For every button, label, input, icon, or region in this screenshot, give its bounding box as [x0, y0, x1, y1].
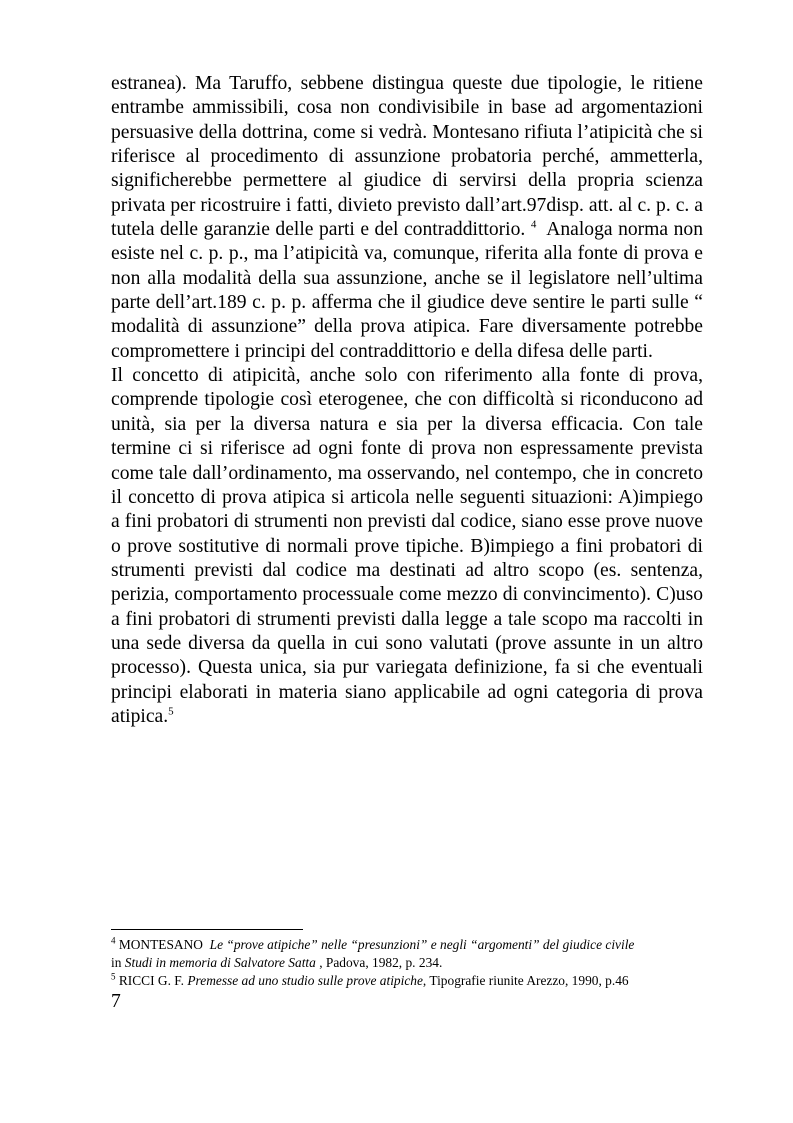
footnote-4-title: Le “prove atipiche” nelle “presunzioni” e negli “argomenti” del giudice civile — [209, 937, 635, 952]
footnote-5 — [111, 972, 711, 990]
footnote-4-in-label: in — [111, 954, 122, 970]
page-number: 7 — [111, 991, 121, 1012]
paragraph-1 — [111, 72, 703, 364]
footnote-5-title: Premesse ad uno studio sulle prove atipiche — [187, 972, 423, 988]
paragraph-1-text-a: estranea). Ma Taruffo, sebbene distingua queste due tipologie, le ritiene entrambe ammissibili, cosa non condivisibile in base ad argomentazioni persuasive della dottrina, come si vedrà. Montesano rifiuta l’atipicità che si riferisce al procedimento di assunzione probatoria perché, ammetterla, significherebbe permettere al giudice di servirsi della propria scienza privata per ricostruire i fatti, divieto previsto dall’art.97disp. att. al c. p. c. a tutela delle garanzie delle parti e del contraddittorio. — [111, 73, 703, 241]
footnote-4-number: 4 — [111, 935, 116, 946]
footnotes — [111, 936, 711, 989]
footnote-5-details: , Tipografie riunite Arezzo, 1990, p.46 — [422, 972, 629, 988]
footnote-ref-4[interactable]: 4 — [530, 218, 537, 231]
paragraph-2 — [111, 364, 703, 729]
footnote-5-number: 5 — [111, 971, 116, 982]
footnote-separator — [111, 929, 303, 930]
body-text — [111, 72, 703, 729]
footnote-4-source: Studi in memoria di Salvatore Satta — [124, 954, 316, 970]
footnote-4 — [111, 936, 711, 954]
footnote-4-continuation — [111, 954, 711, 972]
footnote-5-author: RICCI G. F. — [118, 972, 185, 988]
footnote-ref-5[interactable]: 5 — [168, 705, 174, 718]
paragraph-1-text-b: Analoga norma non esiste nel c. p. p., ma l’atipicità va, comunque, riferita alla fonte di prova e non alla modalità della sua assunzione, anche se il legislatore nell’ultima parte dell’art.189 c. p. p. afferma che il giudice deve sentire le parti sulle “ modalità di assunzione” della prova atipica. Fare diversamente potrebbe compromettere i principi del contraddittorio e della difesa delle parti. — [111, 219, 703, 362]
footnote-4-author: MONTESANO — [118, 937, 203, 952]
paragraph-2-text: Il concetto di atipicità, anche solo con riferimento alla fonte di prova, comprende tipologie così eterogenee, che con difficoltà si riconducono ad unità, sia per la diversa natura e sia per la diversa efficacia. Con tale termine ci si riferisce ad ogni fonte di prova non espressamente prevista come tale dall’ordinamento, ma osservando, nel contempo, che in concreto il concetto di prova atipica si articola nelle seguenti situazioni: A)impiego a fini probatori di strumenti non previsti dal codice, siano esse prove nuove o prove sostitutive di normali prove tipiche. B)impiego a fini probatori di strumenti previsti dal codice ma destinati ad altro scopo (es. sentenza, perizia, comportamento processuale come mezzo di convincimento). C)uso a fini probatori di strumenti previsti dalla legge a tale scopo ma raccolti in una sede diversa da quella in cui sono valutati (prove assunte in un altro processo). Questa unica, sia pur variegata definizione, fa si che eventuali principi elaborati in materia siano applicabile ad ogni categoria di prova atipica. — [111, 365, 703, 727]
footnote-4-details: , Padova, 1982, p. 234. — [319, 954, 443, 970]
